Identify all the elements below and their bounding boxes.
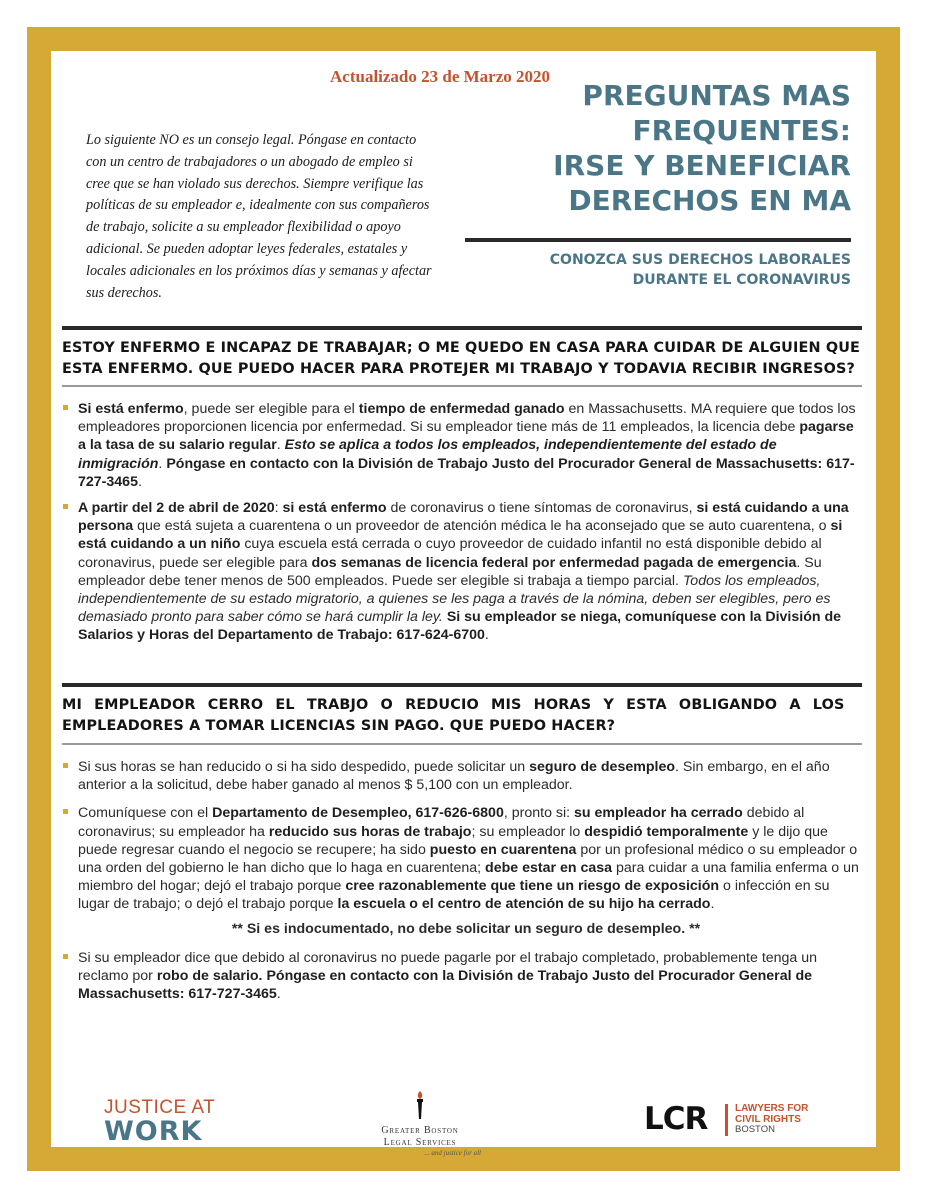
section1-heading-line: ESTOY ENFERMO E INCAPAZ DE TRABAJAR; O ME QUEDO EN CASA PARA CUIDAR DE ALGUIEN QUE — [62, 340, 861, 356]
section1-bottom-rule — [62, 385, 862, 387]
title-divider — [465, 238, 851, 242]
justice-at-work-logo-bottom: WORK — [104, 1116, 203, 1147]
greater-boston-legal-services-logo — [345, 1090, 495, 1157]
updated-date: Actualizado 23 de Marzo 2020 — [330, 67, 551, 86]
bullet-square-icon — [63, 504, 68, 509]
justice-at-work-logo — [104, 1098, 224, 1146]
list-item: Si está enfermo, puede ser elegible para el tiempo de enfermedad ganado en Massachusetts. MA requiere que todos los empleadores proporcionen licencia por enfermedad. Si su empleador tiene más de 11 empleados, la licencia debe pagarse a la tasa de su salario regular. Esto se aplica a todos los empleados, independientemente del estado de inmigración. Póngase en contacto con la División de Trabajo Justo del Procurador General de Massachusetts: 617-727-3465. — [62, 400, 862, 491]
list-item: Comuníquese con el Departamento de Desempleo, 617-626-6800, pronto si: su empleador ha cerrado debido al coronavirus; su empleador ha reducido sus horas de trabajo; su empleador lo despidió temporalmente y le dijo que puede regresar cuando el negocio se recupere; ha sido puesto en cuarentena por un profesional médico o su empleador o una orden del gobierno le han dicho que lo haga en cuarentena; debe estar en casa para cuidar a una familia enferma o un miembro del hogar; dejó el trabajo porque cree razonablemente que tiene un riesgo de exposición o infección en su lugar de trabajo; o dejó el trabajo porque la escuela o el centro de atención de su hijo ha cerrado. — [62, 804, 862, 913]
section2-top-rule — [62, 683, 862, 687]
lcr-mark: LCR — [644, 1101, 708, 1137]
section1-body — [62, 400, 862, 653]
page-title — [521, 78, 851, 218]
gbls-tagline: ... and justice for all — [424, 1149, 481, 1157]
list-item: Si sus horas se han reducido o si ha sido despedido, puede solicitar un seguro de desempleo. Sin embargo, en el año anterior a la solicitud, debe haber ganado al menos $ 5,100 con un empleador. — [62, 758, 862, 794]
section1-heading — [62, 338, 862, 380]
gbls-name-line: Legal Services — [383, 1137, 457, 1148]
section2-bottom-rule — [62, 743, 862, 745]
torch-icon — [414, 1090, 426, 1125]
list-item: A partir del 2 de abril de 2020: si está enfermo de coronavirus o tiene síntomas de coronavirus, si está cuidando a una persona que está sujeta a cuarentena o un proveedor de atención médica le ha aconsejado que se auto cuarentena, o si está cuidando a un niño cuya escuela está cerrada o cuyo proveedor de cuidado infantil no está disponible debido al coronavirus, puede ser elegible para dos semanas de licencia federal por enfermedad pagada de emergencia. Su empleador debe tener menos de 500 empleados. Puede ser elegible si trabaja a tiempo parcial. Todos los empleados, independientemente de su estado migratorio, a quienes se les paga a través de la nómina, deben ser elegibles, pero es demasiado pronto para saber cómo se hará cumplir la ley. Si su empleador se niega, comuníquese con la División de Salarios y Horas del Departamento de Trabajo: 617-624-6700. — [62, 499, 862, 645]
lcr-divider — [725, 1104, 728, 1136]
justice-at-work-logo-top: JUSTICE AT — [104, 1097, 216, 1118]
subtitle-line: CONOZCA SUS DERECHOS LABORALES — [549, 252, 851, 268]
list-item: Si su empleador dice que debido al coronavirus no puede pagarle por el trabajo completado, probablemente tenga un reclamo por robo de salario. Póngase en contacto con la División de Trabajo Justo del Procurador General de Massachusetts: 617-727-3465. — [62, 949, 862, 1004]
title-line: PREGUNTAS MAS — [582, 79, 851, 112]
legal-disclaimer: Lo siguiente NO es un consejo legal. Póngase en contacto con un centro de trabajadores o un abogado de empleo si cree que se han violado sus derechos. Siempre verifique las políticas de su empleador e, idealmente con sus compañeros de trabajo, solicite a su empleador flexibilidad o apoyo adicional. Se pueden adoptar leyes federales, estatales y locales adicionales en los próximos días y semanas y afectar sus derechos. — [86, 132, 432, 301]
section2-heading-line: MI EMPLEADOR CERRO EL TRABJO O REDUCIO MIS HORAS Y ESTA OBLIGANDO A LOS — [62, 697, 845, 713]
title-line: DERECHOS EN MA — [568, 184, 851, 217]
bullet-square-icon — [63, 405, 68, 410]
section2-heading-line: EMPLEADORES A TOMAR LICENCIAS SIN PAGO. QUE PUEDO HACER? — [62, 718, 616, 734]
lcr-name — [735, 1104, 808, 1136]
section2-heading — [62, 695, 862, 737]
page-subtitle — [471, 250, 851, 290]
gbls-name-line: Greater Boston — [381, 1125, 459, 1136]
lcr-city: BOSTON — [735, 1124, 775, 1135]
undocumented-note: ** Si es indocumentado, no debe solicitar un seguro de desempleo. ** — [231, 920, 701, 937]
subtitle-line: DURANTE EL CORONAVIRUS — [632, 272, 851, 288]
bullet-square-icon — [63, 763, 68, 768]
bullet-square-icon — [63, 809, 68, 814]
section1-top-rule — [62, 326, 862, 330]
lcr-name-line: CIVIL RIGHTS — [735, 1113, 801, 1125]
title-line: IRSE Y BENEFICIAR — [553, 149, 851, 182]
section2-body — [62, 758, 862, 1011]
bullet-square-icon — [63, 954, 68, 959]
lcr-name-line: LAWYERS FOR — [735, 1103, 809, 1114]
lawyers-for-civil-rights-logo — [644, 1102, 844, 1142]
title-line: FREQUENTES: — [632, 114, 851, 147]
section1-heading-line: ESTA ENFERMO. QUE PUEDO HACER PARA PROTEJER MI TRABAJO Y TODAVIA RECIBIR INGRESOS? — [62, 361, 856, 377]
